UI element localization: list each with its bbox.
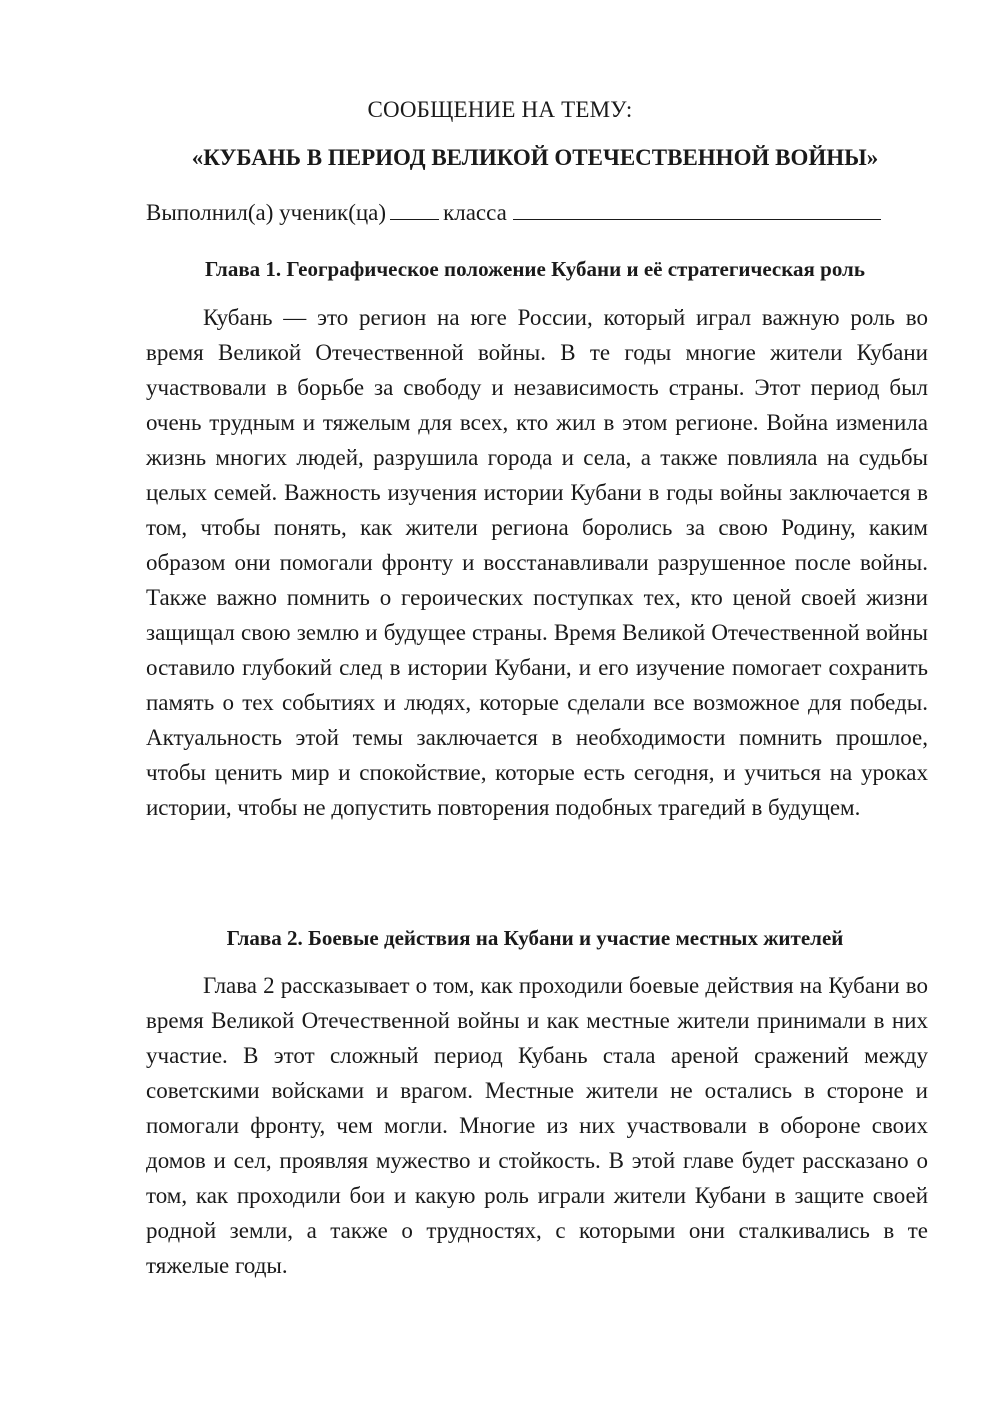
chapter-2-paragraph: Глава 2 рассказывает о том, как проходили боевые действия на Кубани во время Великой Отечественной войны и как местные жители принимали в них участие. В этот сложный период Кубань стала ареной сражений между советскими войсками и врагом. Местные жители не остались в стороне и помогали фронту, чем могли. Многие из них участвовали в обороне своих домов и сел, проявляя мужество и стойкость. В этой главе будет рассказано о том, как проходили бои и какую роль играли жители Кубани в защите своей родной земли, а также о трудностях, с которыми они сталкивались в те тяжелые годы.	[146, 973, 928, 1278]
document-title-topic: «КУБАНЬ В ПЕРИОД ВЕЛИКОЙ ОТЕЧЕСТВЕННОЙ ВОЙНЫ»	[191, 145, 879, 170]
chapter-1-paragraph: Кубань — это регион на юге России, который играл важную роль во время Великой Отечественной войны. В те годы многие жители Кубани участвовали в борьбе за свободу и независимость страны. Этот период был очень трудным и тяжелым для всех, кто жил в этом регионе. Война изменила жизнь многих людей, разрушила города и села, а также повлияла на судьбы целых семей. Важность изучения истории Кубани в годы войны заключается в том, чтобы понять, как жители региона боролись за свою Родину, каким образом они помогали фронту и восстанавливали разрушенное после войны. Также важно помнить о героических поступках тех, кто ценой своей жизни защищал свою землю и будущее страны. Время Великой Отечественной войны оставило глубокий след в истории Кубани, и его изучение помогает сохранить память о тех событиях и людях, которые сделали все возможное для победы. Актуальность этой темы заключается в необходимости помнить прошлое, чтобы ценить мир и спокойствие, которые есть сегодня, и учиться на уроках истории, чтобы не допустить повторения подобных трагедий в будущем.	[146, 305, 928, 820]
author-line	[146, 198, 881, 228]
chapter-1-heading: Глава 1. Географическое положение Кубани и её стратегическая роль	[205, 257, 865, 281]
chapter-2-heading: Глава 2. Боевые действия на Кубани и участие местных жителей	[226, 926, 844, 950]
class-number-blank	[390, 199, 439, 220]
document-title-line1: СООБЩЕНИЕ НА ТЕМУ:	[367, 97, 633, 122]
class-label: класса	[443, 200, 507, 225]
author-prefix: Выполнил(а) ученик(ца)	[146, 200, 387, 225]
student-name-blank	[513, 199, 881, 220]
